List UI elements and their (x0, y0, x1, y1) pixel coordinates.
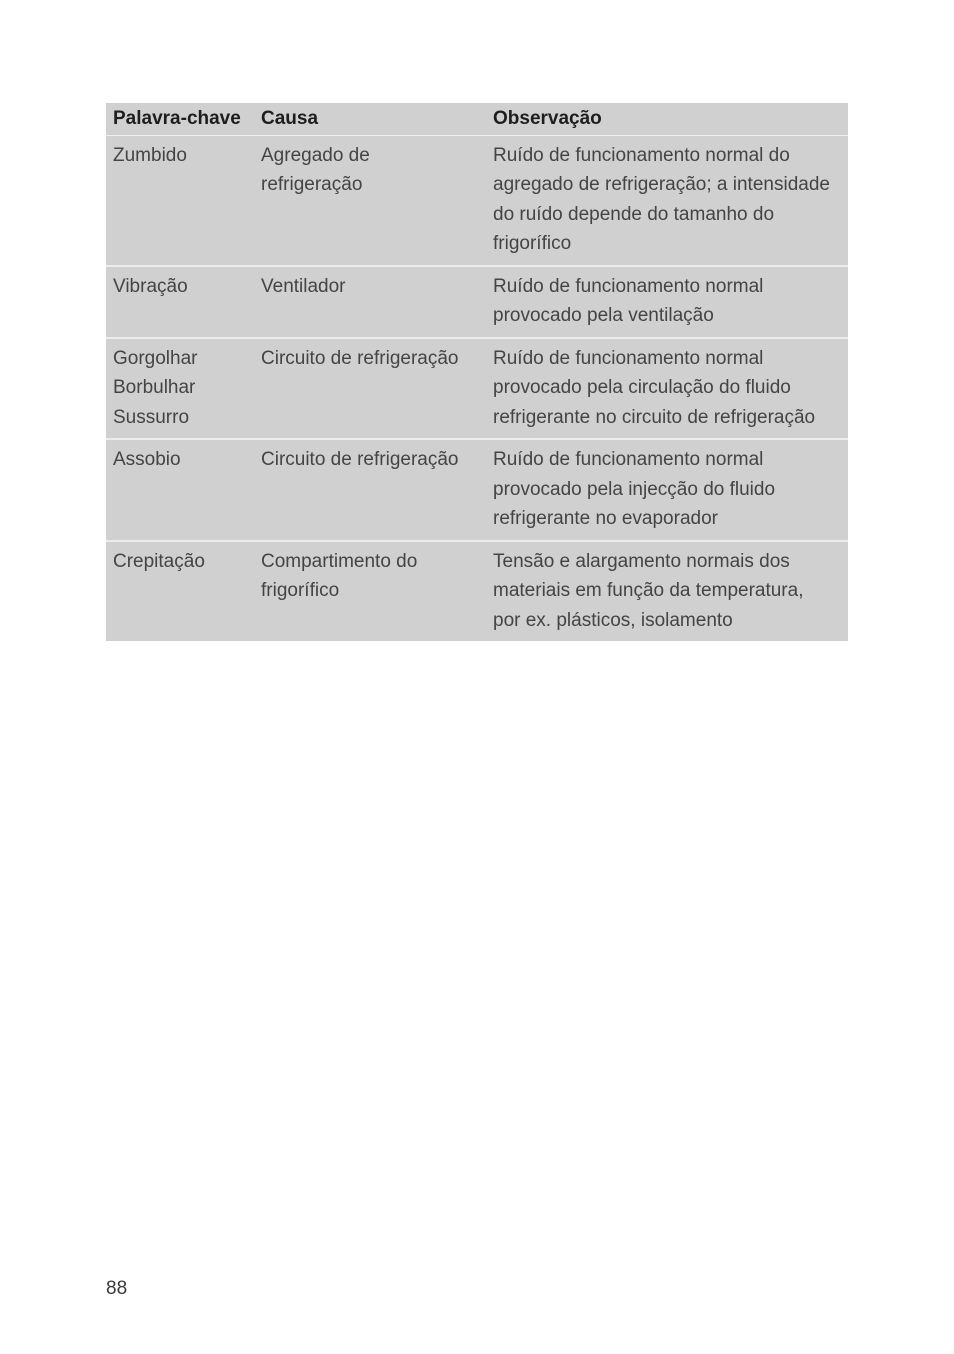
header-note: Observação (486, 103, 848, 135)
cause-cell (254, 338, 486, 440)
note-text: Ruído de funcionamento normal (493, 275, 764, 297)
note-cell (486, 266, 848, 338)
note-cell (486, 338, 848, 440)
keyword-text: Assobio (113, 449, 181, 470)
keyword-cell (106, 135, 254, 266)
cause-text: Circuito de refrigeração (261, 449, 459, 470)
note-text: materiais em função da temperatura, (493, 580, 804, 601)
cause-text: frigorífico (261, 580, 340, 601)
note-text: Ruído de funcionamento normal (493, 449, 764, 470)
cause-text: Agregado de (261, 144, 370, 166)
keyword-text: Zumbido (113, 144, 187, 166)
note-text: agregado de refrigeração; a intensidade (493, 174, 830, 195)
note-text: refrigerante no circuito de refrigeração (493, 406, 816, 428)
note-text: provocado pela circulação do fluido (493, 377, 791, 398)
table-row (106, 439, 848, 541)
note-text: frigorífico (493, 233, 572, 254)
note-text: provocado pela ventilação (493, 305, 714, 326)
keyword-text: Sussurro (113, 406, 190, 428)
cause-cell (254, 541, 486, 642)
cause-cell (254, 135, 486, 266)
note-text: por ex. plásticos, isolamento (493, 609, 733, 631)
cause-text: refrigeração (261, 174, 363, 195)
header-keyword: Palavra-chave (106, 103, 254, 135)
note-text: Ruído de funcionamento normal do (493, 144, 790, 166)
keyword-text: Vibração (113, 275, 188, 297)
keyword-cell (106, 541, 254, 642)
note-text: Tensão e alargamento normais dos (493, 550, 790, 572)
note-cell (486, 541, 848, 642)
page-number: 88 (106, 1278, 128, 1299)
table-row (106, 541, 848, 642)
cause-cell (254, 439, 486, 541)
keyword-cell (106, 338, 254, 440)
cause-text: Circuito de refrigeração (261, 347, 459, 369)
note-cell (486, 439, 848, 541)
table-row (106, 135, 848, 266)
note-text: provocado pela injecção do fluido (493, 478, 776, 500)
cause-text: Ventilador (261, 275, 346, 297)
note-text: do ruído depende do tamanho do (493, 203, 775, 225)
note-text: Ruído de funcionamento normal (493, 347, 764, 369)
cause-text: Compartimento do (261, 550, 418, 572)
header-cause: Causa (254, 103, 486, 135)
noise-table (106, 103, 848, 641)
keyword-text: Gorgolhar (113, 347, 198, 369)
table-row (106, 266, 848, 338)
keyword-cell (106, 439, 254, 541)
cause-cell (254, 266, 486, 338)
keyword-cell (106, 266, 254, 338)
table-header-row (106, 103, 848, 135)
note-text: refrigerante no evaporador (493, 508, 718, 529)
keyword-text: Borbulhar (113, 377, 196, 398)
note-cell (486, 135, 848, 266)
keyword-text: Crepitação (113, 550, 205, 572)
table-row (106, 338, 848, 440)
